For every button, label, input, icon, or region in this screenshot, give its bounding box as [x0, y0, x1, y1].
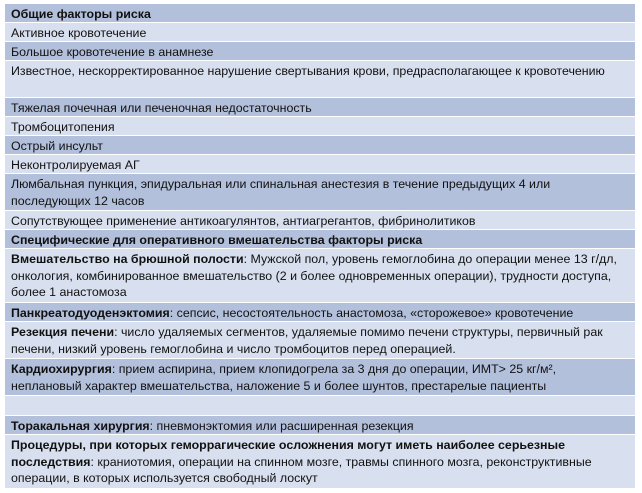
- row-text: : сепсис, несостоятельность анастомоза, «сторожевое» кровотечение: [169, 306, 574, 320]
- row-text: Тромбоцитопения: [11, 120, 115, 134]
- table-row-header-specific: [5, 230, 635, 249]
- row-text: Острый инсульт: [11, 139, 103, 153]
- row-text: Активное кровотечение: [11, 26, 147, 40]
- table-row: [5, 174, 635, 211]
- table-row: [5, 98, 635, 117]
- row-text: Сопутствующее применение антикоагулянтов, антиагрегантов, фибринолитиков: [11, 214, 476, 228]
- row-text: Большое кровотечение в анамнезе: [11, 45, 214, 59]
- table-row: [5, 303, 635, 322]
- table-row: [5, 416, 635, 435]
- row-text: : прием аспирина, прием клопидогрела за 3 дня до операции, ИМТ> 25 кг/м², неплановый характер вмешательства, наложение 5 и более шунтов, престарелые пациенты: [11, 362, 557, 393]
- table-row: [5, 42, 635, 61]
- row-bold: Кардиохирургия: [11, 362, 112, 376]
- risk-factors-table: [5, 3, 635, 489]
- table-row: [5, 211, 635, 230]
- table-row: [5, 359, 635, 396]
- row-bold: Процедуры, при которых геморрагические осложнения могут иметь наиболее серьезные последствия: [11, 438, 566, 469]
- row-text: : пневмонэктомия или расширенная резекция: [149, 419, 414, 433]
- row-text: : краниотомия, операции на спинном мозге, травмы спинного мозга, реконструктивные операции, в которых используется свободный лоскут: [11, 454, 592, 486]
- row-text: : Мужской пол, уровень гемоглобина до операции менее 13 г/дл, онкология, комбинированное вмешательство (2 и более одновременных операции), трудности доступа, более 1 анастомоза: [11, 252, 617, 300]
- table-row: [5, 155, 635, 174]
- row-text: : число удаляемых сегментов, удаляемые помимо печени структуры, первичный рак печени, низкий уровень гемоглобина и число тромбоцитов перед операцией.: [11, 325, 603, 356]
- row-bold: Торакальная хирургия: [11, 419, 150, 433]
- table-row-empty: [5, 396, 635, 416]
- row-bold: Вмешательство на брюшной полости: [11, 252, 244, 266]
- row-bold: Панкреатодуоденэктомия: [11, 306, 170, 320]
- row-text: Тяжелая почечная или печеночная недостаточность: [11, 101, 312, 115]
- table-row-header-general: [5, 4, 635, 23]
- table-row: [5, 61, 635, 98]
- table-row: [5, 23, 635, 42]
- table-row: [5, 435, 635, 489]
- row-bold: Резекция печени: [11, 325, 115, 339]
- row-text: Известное, нескорректированное нарушение свертывания крови, предрасполагающее к кровотечению: [11, 64, 605, 78]
- table-row: [5, 322, 635, 359]
- row-text: Люмбальная пункция, эпидуральная или спинальная анестезия в течение предыдущих 4 или последующих 12 часов: [11, 177, 551, 208]
- table-row: [5, 136, 635, 155]
- row-bold: Общие факторы риска: [11, 7, 151, 21]
- table-row: [5, 249, 635, 303]
- table-row: [5, 117, 635, 136]
- row-bold: Специфические для оперативного вмешательства факторы риска: [11, 233, 423, 247]
- row-text: Неконтролируемая АГ: [11, 158, 140, 172]
